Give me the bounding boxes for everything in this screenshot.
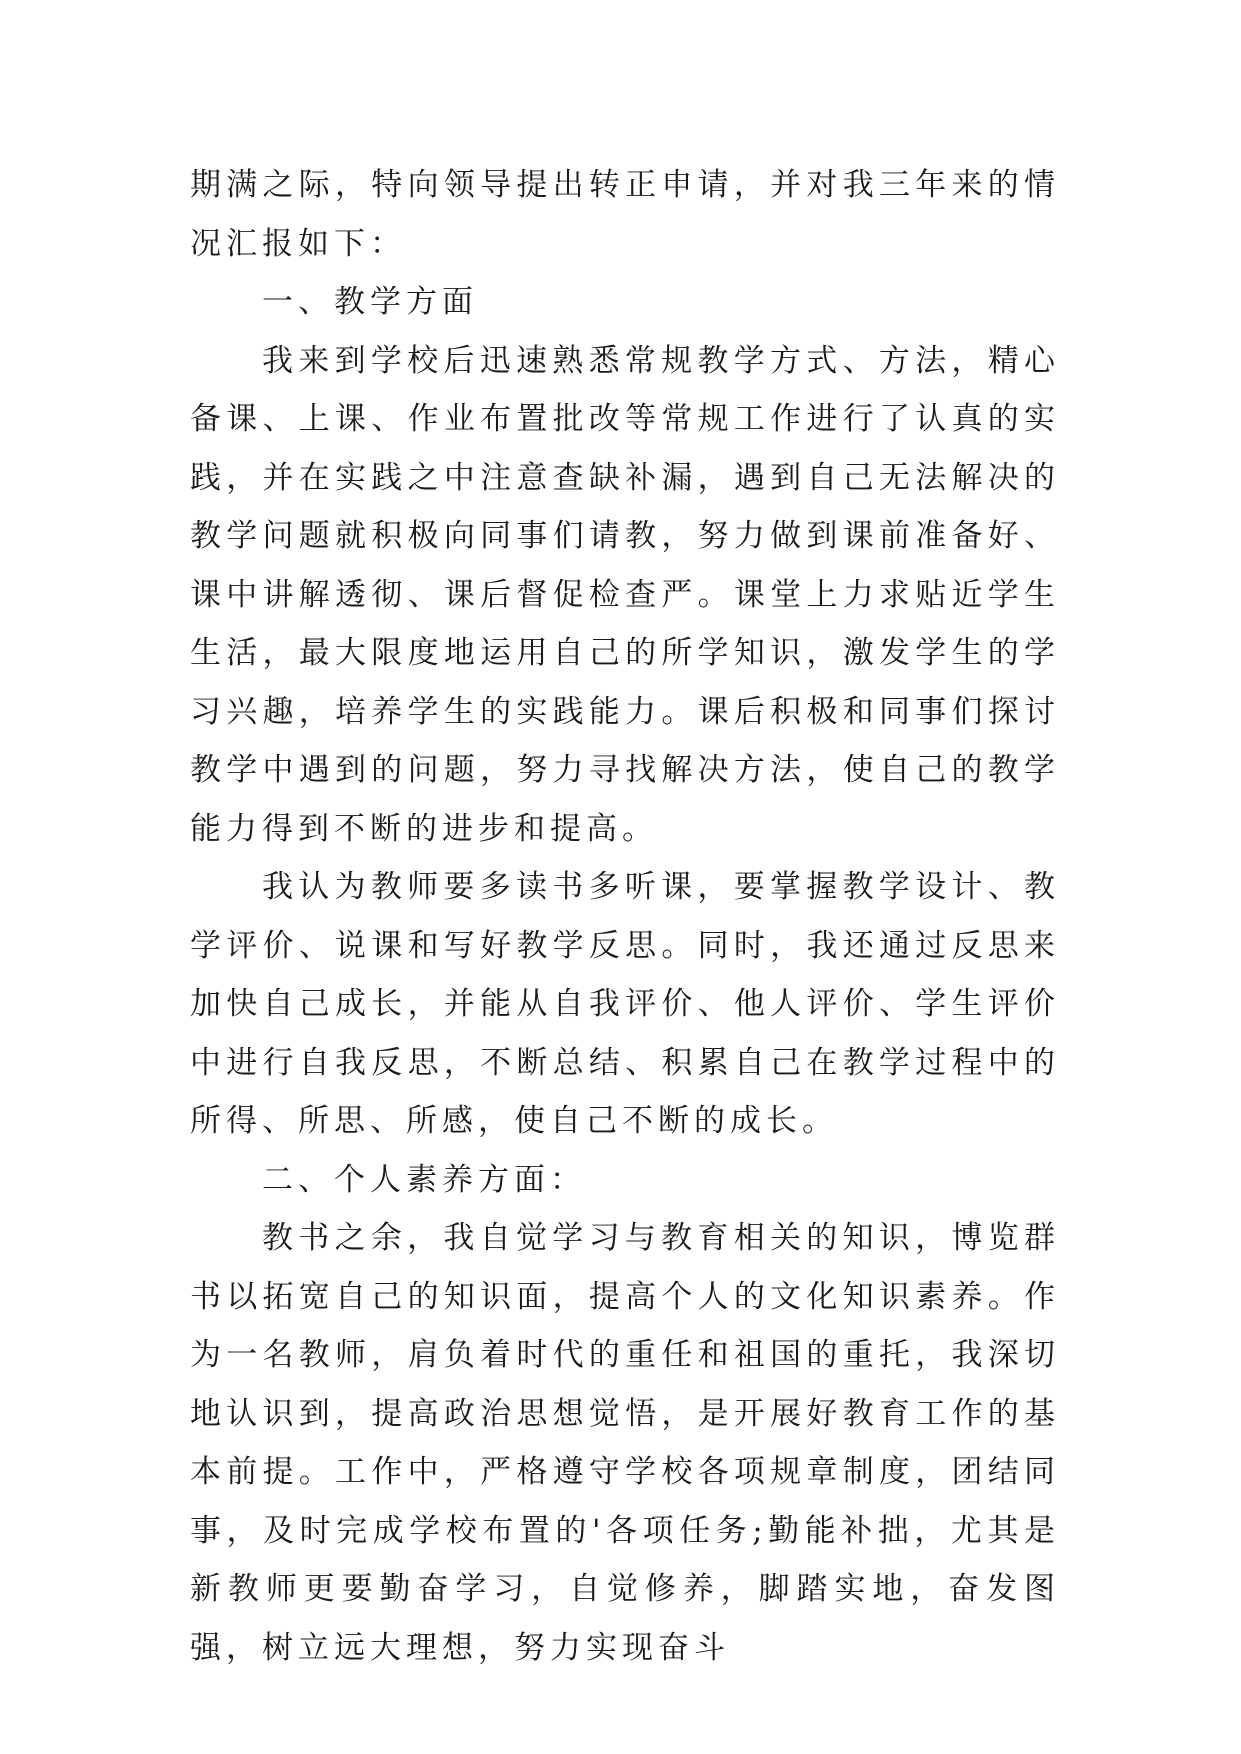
document-body <box>190 156 1060 1677</box>
paragraph-teaching-reflection: 我认为教师要多读书多听课，要掌握教学设计、教学评价、说课和写好教学反思。同时，我还通过反思来加快自己成长，并能从自我评价、他人评价、学生评价中进行自我反思，不断总结、积累自己在教学过程中的所得、所思、所感，使自己不断的成长。 <box>190 869 1060 1139</box>
paragraph-intro: 期满之际，特向领导提出转正申请，并对我三年来的情况汇报如下： <box>190 167 1060 262</box>
section-heading-teaching: 一、教学方面 <box>262 284 478 320</box>
paragraph-teaching-practice: 我来到学校后迅速熟悉常规教学方式、方法，精心备课、上课、作业布置批改等常规工作进行了认真的实践，并在实践之中注意查缺补漏，遇到自己无法解决的教学问题就积极向同事们请教，努力做到课前准备好、课中讲解透彻、课后督促检查严。课堂上力求贴近学生生活，最大限度地运用自己的所学知识，激发学生的学习兴趣，培养学生的实践能力。课后积极和同事们探讨教学中遇到的问题，努力寻找解决方法，使自己的教学能力得到不断的进步和提高。 <box>190 342 1060 847</box>
section-heading-personal: 二、个人素养方面： <box>262 1161 586 1198</box>
paragraph-personal-development: 教书之余，我自觉学习与教育相关的知识，博览群书以拓宽自己的知识面，提高个人的文化知识素养。作为一名教师，肩负着时代的重任和祖国的重托，我深切地认识到，提高政治思想觉悟，是开展好教育工作的基本前提。工作中，严格遵守学校各项规章制度，团结同事，及时完成学校布置的'各项任务;勤能补拙，尤其是新教师更要勤奋学习，自觉修养，脚踏实地，奋发图强，树立远大理想，努力实现奋斗 <box>190 1220 1060 1666</box>
